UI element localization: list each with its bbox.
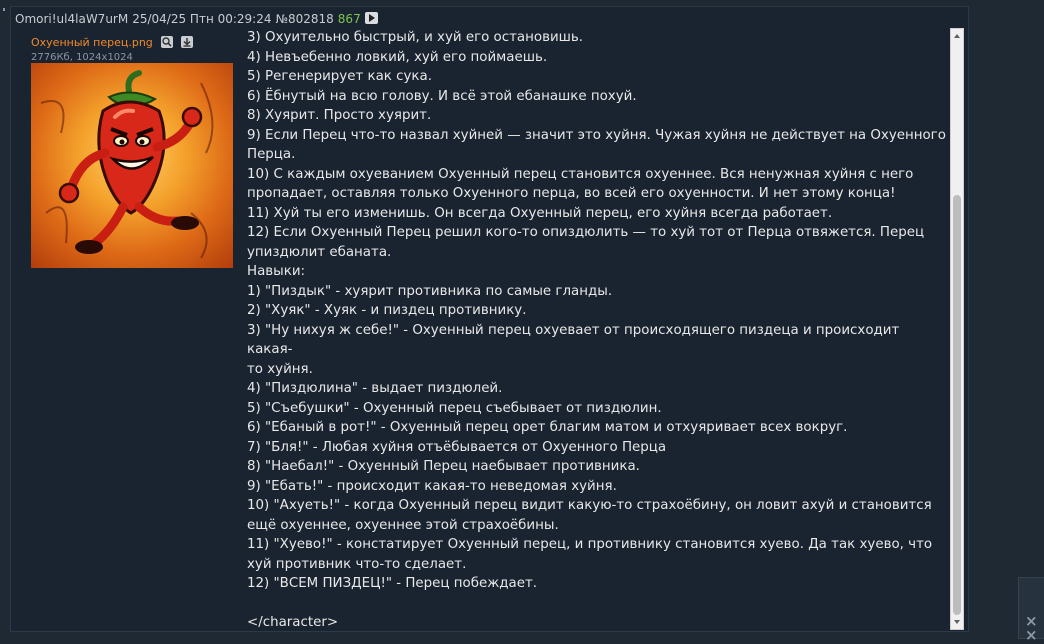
corner-marker xyxy=(3,8,5,11)
scrollbar-thumb[interactable] xyxy=(953,195,961,615)
post-card xyxy=(10,6,969,632)
post-header xyxy=(15,11,382,27)
post-text-line: 9) Если Перец что-то назвал хуйней — значит это хуйня. Чужая хуйня не действует на Охуенного xyxy=(247,127,946,143)
post-text-line: 11) "Хуево!" - констатирует Охуенный перец, и противнику становится хуево. Да так хуево, что xyxy=(247,537,933,552)
post-text-line: 5) Регенерирует как сука. xyxy=(247,69,432,84)
post-text-line: Перца. xyxy=(247,147,296,162)
post-text-line: ещё охуеннее, охуеннее этой страхоёбины. xyxy=(247,517,559,533)
post-body-scrollbar[interactable] xyxy=(950,28,964,630)
post-text-line: 6) Ёбнутый на всю голову. И всё этой ебанашке похуй. xyxy=(247,88,637,104)
post-text-line: 4) "Пиздюлина" - выдает пиздюлей. xyxy=(247,381,503,396)
post-text-line: Навыки: xyxy=(247,264,306,279)
scroll-down-arrow-icon[interactable] xyxy=(951,615,963,629)
post-text-line: 3) Охуительно быстрый, и хуй его остановишь. xyxy=(247,30,584,45)
post-text-line: упиздюлит ебаната. xyxy=(247,244,392,260)
post-image-thumbnail[interactable] xyxy=(31,63,233,268)
post-text-line xyxy=(247,594,947,614)
file-info xyxy=(31,31,236,65)
post-text-line: 10) "Ахуеть!" - когда Охуенный перец видит какую-то страхоёбину, он ловит ахуй и становится xyxy=(247,498,932,513)
post-text-line: 10) С каждым охуеванием Охуенный перец становится охуеннее. Вся ненужная хуйня с него xyxy=(247,166,914,182)
post-text-line: </character> xyxy=(247,615,339,628)
scroll-up-arrow-icon[interactable] xyxy=(951,29,963,43)
close-icon[interactable]: × xyxy=(1025,612,1038,630)
post-date: 25/04/25 Птн 00:29:24 xyxy=(132,12,272,26)
close-icon[interactable]: × xyxy=(1025,626,1038,644)
post-text-line: 6) "Ебаный в рот!" - Охуенный перец орет благим матом и отхуяривает всех вокруг. xyxy=(247,420,848,435)
post-text-line: 12) Если Охуенный Перец решил кого-то опиздюлить — то хуй тот от Перца отвяжется. Перец xyxy=(247,225,925,240)
pepper-illustration xyxy=(31,63,233,268)
post-text-line: 8) Хуярит. Просто хуярит. xyxy=(247,108,432,123)
post-text-line: 12) "ВСЕМ ПИЗДЕЦ!" - Перец побеждает. xyxy=(247,576,538,591)
post-text-line: хуй противник что-то сделает. xyxy=(247,556,467,572)
post-text-line: 3) "Ну нихуя ж себе!" - Охуенный перец охуевает от происходящего пиздеца и происходит какая- xyxy=(247,322,900,357)
post-text-line: 1) "Пиздык" - хуярит противника по самые гланды. xyxy=(247,283,613,299)
post-text-line: 2) "Хуяк" - Хуяк - и пиздец противнику. xyxy=(247,303,527,318)
post-number[interactable]: №802818 xyxy=(275,12,334,26)
post-text-line: 11) Хуй ты его изменишь. Он всегда Охуенный перец, его хуйня всегда работает. xyxy=(247,205,833,221)
post-text-line: 4) Невъебенно ловкий, хуй его поймаешь. xyxy=(247,49,548,65)
post-text-line: пропадает, оставляя только Охуенного перца, во всей его охуенности. И нет этому конца! xyxy=(247,186,896,201)
post-text-line: 7) "Бля!" - Любая хуйня отъёбывается от Охуенного Перца xyxy=(247,439,667,455)
file-meta: 2776Кб, 1024x1024 xyxy=(31,52,133,63)
search-icon[interactable] xyxy=(161,36,173,48)
play-icon[interactable] xyxy=(365,12,378,24)
post-text-line: 9) "Ебать!" - происходит какая-то неведомая хуйня. xyxy=(247,478,617,494)
side-panel xyxy=(1018,577,1044,644)
post-reply-count: 867 xyxy=(337,12,361,26)
download-icon[interactable] xyxy=(181,36,193,48)
file-name-link[interactable]: Охуенный перец.png xyxy=(31,36,153,49)
post-text-line: то хуйня. xyxy=(247,361,313,377)
post-text-line: 8) "Наебал!" - Охуенный Перец наебывает противника. xyxy=(247,459,640,474)
post-author[interactable]: Omori!ul4laW7urM xyxy=(15,12,129,26)
post-text-line: 5) "Съебушки" - Охуенный перец съебывает от пиздюлин. xyxy=(247,400,662,416)
post-body xyxy=(247,28,947,628)
